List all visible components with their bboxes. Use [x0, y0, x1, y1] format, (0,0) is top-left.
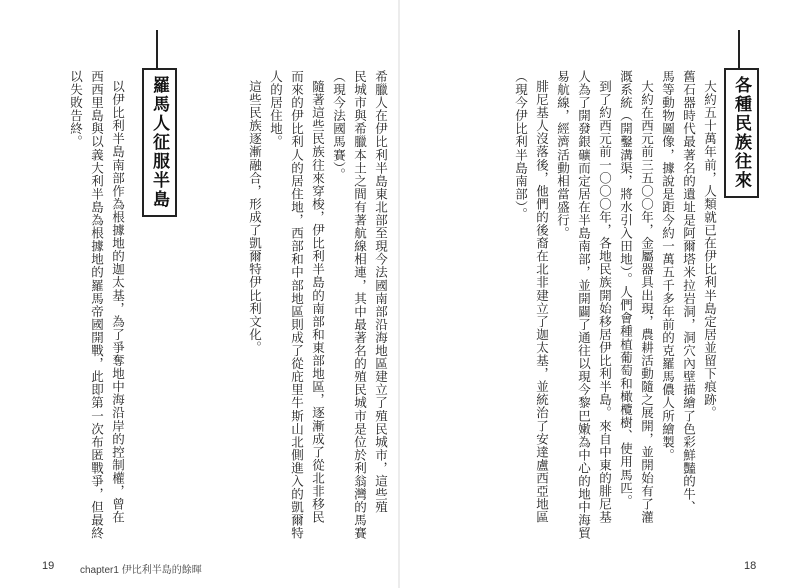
left-body-col-2: 民城市與希臘本土之間有著航線相連，其中最著名的殖民城市是位於利翁灣的馬賽 — [352, 70, 368, 540]
left-body-col-6: 人的居住地。 — [268, 70, 284, 149]
left-body-col-4: 隨著這些民族往來穿梭，伊比利半島的南部和東部地區，逐漸成了從北非移民 — [310, 80, 326, 524]
right-body-col-2: 舊石器時代最著名的遺址是阿爾塔米拉岩洞，洞穴內壁描繪了色彩鮮豔的牛、 — [681, 70, 697, 514]
right-body-col-10: （現今伊比利半島南部）。 — [513, 70, 529, 221]
left-body-col-9: 西西里島與以義大利半島為根據地的羅馬帝國開戰，此即第一次布匿戰爭，但最終 — [89, 70, 105, 540]
left-body-col-7: 這些民族逐漸融合，形成了凱爾特伊比利文化。 — [247, 80, 263, 355]
page-number-left: 19 — [42, 560, 55, 572]
right-body-col-9: 腓尼基人沒落後，他們的後裔在北非建立了迦太基，並統治了安達盧西亞地區 — [534, 80, 550, 524]
right-body-col-3: 馬等動物圖像，據說是距今約一萬五千多年前的克羅馬儂人所繪製。 — [660, 70, 676, 462]
right-body-col-8: 易航線，經濟活動相當盛行。 — [555, 70, 571, 240]
right-body-col-5: 溉系統（開鑿溝渠，將水引入田地）。人們會種植葡萄和橄欖樹、使用馬匹。 — [618, 70, 634, 508]
right-body-col-6: 到了約西元前一〇〇〇年，各地民族開始移居伊比利半島。來自中東的腓尼基 — [597, 80, 613, 524]
running-head: chapter1 伊比利半島的餘暉 — [80, 565, 202, 576]
page-number-right: 18 — [744, 560, 757, 572]
right-body-col-7: 人為了開發銀礦而定居在半島南部，並開闢了通往以現今黎巴嫩為中心的地中海貿 — [576, 70, 592, 540]
section-heading-roman-conquest: 羅馬人征服半島 — [142, 68, 177, 217]
right-body-col-4: 大約在西元前三五〇〇年，金屬器具出現，農耕活動隨之展開，並開始有了灌 — [639, 80, 655, 524]
left-body-col-1: 希臘人在伊比利半島東北部至現今法國南部沿海地區建立了殖民城市，這些殖 — [373, 70, 389, 514]
left-body-col-8: 以伊比利半島南部作為根據地的迦太基，為了爭奪地中海沿岸的控制權，曾在 — [110, 80, 126, 524]
book-gutter — [398, 0, 400, 588]
left-body-col-3: （現今法國馬賽）。 — [331, 70, 347, 182]
section-heading-various-peoples: 各種民族往來 — [724, 68, 759, 198]
heading-rule — [738, 30, 740, 70]
left-body-col-5: 而來的伊比利人的居住地，西部和中部地區則成了從庇里牛斯山北側進入的凱爾特 — [289, 70, 305, 540]
right-body-col-1: 大約五十萬年前，人類就已在伊比利半島定居並留下痕跡。 — [702, 80, 718, 420]
left-body-col-10: 以失敗告終。 — [68, 70, 84, 149]
heading-rule — [156, 30, 158, 70]
